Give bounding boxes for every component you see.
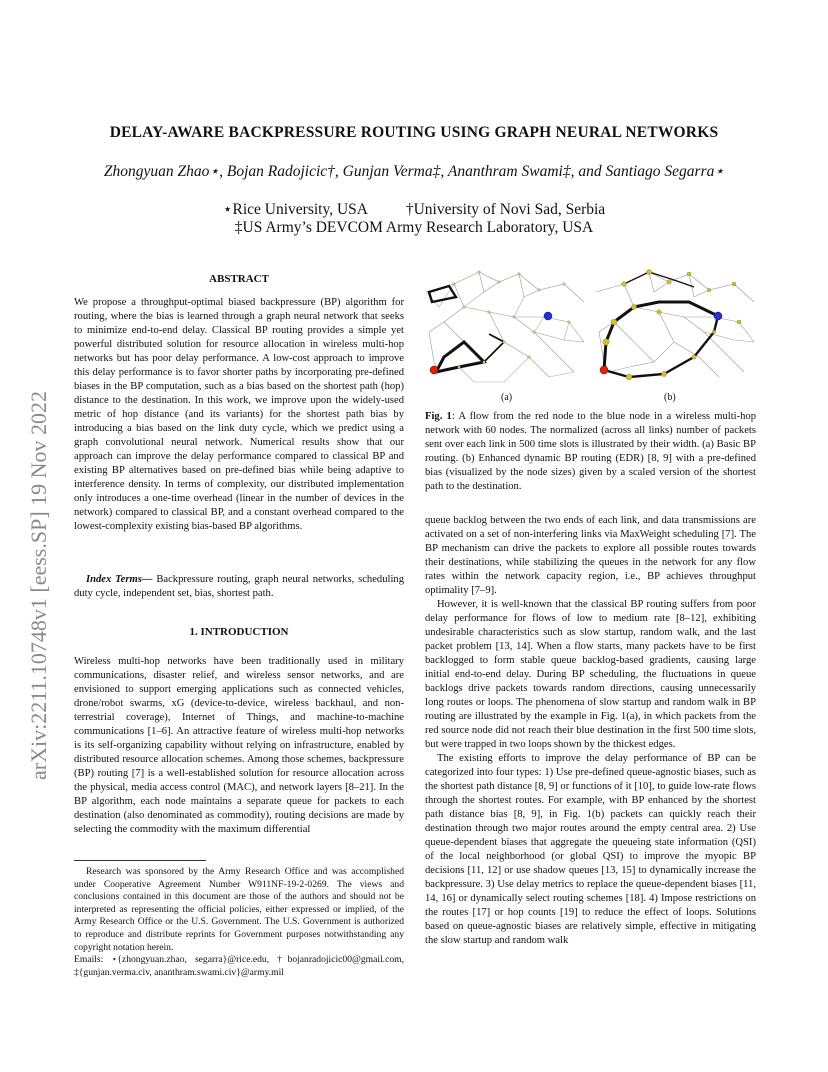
source-node-b bbox=[600, 366, 608, 374]
figure-1-caption bbox=[425, 410, 756, 494]
figure-1-network-graphs bbox=[424, 262, 756, 410]
section-heading-introduction: 1. INTRODUCTION bbox=[189, 626, 289, 638]
right-column-body bbox=[425, 514, 756, 948]
subfigure-label-a: (a) bbox=[501, 392, 513, 403]
figure-caption-text: : A flow from the red node to the blue node in a wireless multi-hop network with 60 nodes. The normalized (across all links) number of packets sent over each link in 500 time slots is illustrated by their width. (a) Basic BP routing. (b) Enhanced dynamic BP routing (EDR) [8, 9] with a pre-defined bias (visualized by the node sizes) given by a scaled version of the shortest path to the destination. bbox=[425, 411, 757, 492]
paper-title: DELAY-AWARE BACKPRESSURE ROUTING USING GRAPH NEURAL NETWORKS bbox=[109, 124, 719, 141]
destination-node-b bbox=[714, 312, 722, 320]
footnote-text: Research was sponsored by the Army Research Office and was accomplished under Cooperative Agreement Number W911NF-19-2-0269. The views and conclusions contained in this document are those of the authors and should not be interpreted as representing the official policies, either expressed or implied, of the Army Research Office or the U.S. Government. The U.S. Government is authorized to reproduce and distribute reprints for Government purposes notwithstanding any copyright notation herein. bbox=[74, 866, 404, 953]
abstract-heading: ABSTRACT bbox=[209, 273, 269, 285]
abstract-text: We propose a throughput-optimal biased backpressure (BP) algorithm for routing, where the bias is learned through a graph neural network that seeks to minimize end-to-end delay. Classical BP routing provides a simple yet powerful distributed solution for resource allocation in wireless multi-hop networks but has poor delay performance. A low-cost approach to improve this delay performance is to favor shorter paths by incorporating pre-defined biases in the BP computation, such as a bias based on the shortest path (hop) distance to the destination. In this work, we improve upon the widely-used metric of hop distance (and its variants) for the shortest path bias by introducing a bias based on the link duty cycle, which we predict using a graph convolutional neural network. Numerical results show that our approach can improve the delay performance compared to classical BP and existing BP alternatives based on pre-defined bias while being adaptive to interference density. In terms of complexity, our distributed implementation only introduces a one-time overhead (linear in the number of devices in the network) compared to classical BP, and a constant overhead compared to the lowest-complexity existing bias-based BP algorithms. bbox=[74, 297, 404, 532]
right-paragraph-3: The existing efforts to improve the delay performance of BP can be categorized into four types: 1) Use pre-defined queue-agnostic biases, such as the shortest path distance [8, 9] or functions of it [10], to guide low-rate flows through the shortest routes. For example, with BP enhanced by the shortest path distance bias [8, 9], in Fig. 1(b) packets can quickly reach their destination through two major routes around the empty central area. 2) Use queue-dependent biases that aggregate the queueing state information (QSI) of the local neighborhood (or global QSI) to improve the myopic BP decisions [11, 12] or use shadow queues [13, 15] to dynamically increase the backpressure. 3) Use delay metrics to replace the queue-dependent biases [11, 14, 16] or dynamically select routing schemes [18]. 4) Impose restrictions on the routes [17] or hop counts [19] to reduce the effect of loops. Solutions based on queue-agnostic biases are relatively simple, effective in mitigating the slow startup and random walk bbox=[425, 753, 756, 946]
abstract-body bbox=[74, 296, 404, 534]
affiliation-line-1: ⋆Rice University, USA †University of Novi Sad, Serbia bbox=[222, 201, 606, 218]
arxiv-sidebar-stamp bbox=[14, 270, 54, 790]
footnote-rule bbox=[74, 860, 206, 861]
graph-panel-b bbox=[596, 272, 754, 377]
figure-caption-label: Fig. 1 bbox=[425, 411, 452, 422]
right-paragraph-1: queue backlog between the two ends of each link, and data transmissions are activated on a set of non-interfering links via MaxWeight scheduling [7]. The BP mechanism can drive the packets to explore all possible routes towards their destinations, while stabilizing the queues in the network for any flow rates within the network capacity region, i.e., BP achieves throughput optimality [7–9]. bbox=[425, 515, 756, 596]
index-terms-text: Backpressure routing, graph neural networks, scheduling duty cycle, independent set, bias, shortest path. bbox=[74, 574, 404, 599]
graph-panel-a-nodes bbox=[453, 271, 571, 369]
affiliation-line-2: ‡US Army’s DEVCOM Army Research Laboratory, USA bbox=[234, 219, 594, 236]
graph-panel-b-nodes bbox=[603, 269, 741, 380]
graph-panel-a bbox=[426, 272, 584, 382]
introduction-text: Wireless multi-hop networks have been traditionally used in military communications, disaster relief, and wireless sensor networks, and are envisioned to support emerging applications such as connected vehicles, drone/robot swarms, xG (device-to-device, wireless backhaul, and non-terrestrial coverage), Internet of Things, and machine-to-machine communications [1–6]. An attractive feature of wireless multi-hop networks is its self-organizing capability without relying on infrastructure, enabled by distributed resource allocation schemes. Among those schemes, backpressure (BP) routing [7] is a well-established solution for resource allocation across the physical, media access control (MAC), and network layers [8–21]. In the BP algorithm, each node maintains a separate queue for packets to each destination (also denominated as commodity), routing decisions are made by selecting the commodity with the maximum differential bbox=[74, 656, 404, 835]
subfigure-label-b: (b) bbox=[664, 392, 676, 403]
index-terms-label: Index Terms— bbox=[86, 574, 153, 585]
right-paragraph-2: However, it is well-known that the classical BP routing suffers from poor delay performance for flows of low to medium rate [8–12], exhibiting undesirable characteristics such as slow startup, random walk, and the last packet problem [13, 14]. When a flow starts, many packets have to be first backlogged to form stable queue backlog-based gradients, causing large initial end-to-end delay. During BP scheduling, the fluctuations in queue backlogs drive packets towards random directions, causing unnecessarily long routes or loops. The phenomena of slow startup and random walk in BP routing are illustrated by the example in Fig. 1(a), in which packets from the red source node did not reach their blue destination in the first 500 time slots, but were trapped in two loops shown by the thickest edges. bbox=[425, 599, 756, 750]
author-list: Zhongyuan Zhao⋆, Bojan Radojicic†, Gunjan Verma‡, Ananthram Swami‡, and Santiago Segarra⋆ bbox=[103, 163, 725, 180]
arxiv-id: arXiv:2211.10748v1 [eess.SP] 19 Nov 2022 bbox=[26, 390, 51, 780]
introduction-body bbox=[74, 655, 404, 837]
source-node-a bbox=[430, 366, 438, 374]
index-terms bbox=[74, 573, 404, 601]
footnote-emails: Emails: ⋆{zhongyuan.zhao, segarra}@rice.edu, †bojanradojicic00@gmail.com, ‡{gunjan.verma.civ, ananthram.swami.civ}@army.mil bbox=[74, 954, 404, 978]
destination-node-a bbox=[544, 312, 552, 320]
footnote bbox=[74, 866, 404, 979]
